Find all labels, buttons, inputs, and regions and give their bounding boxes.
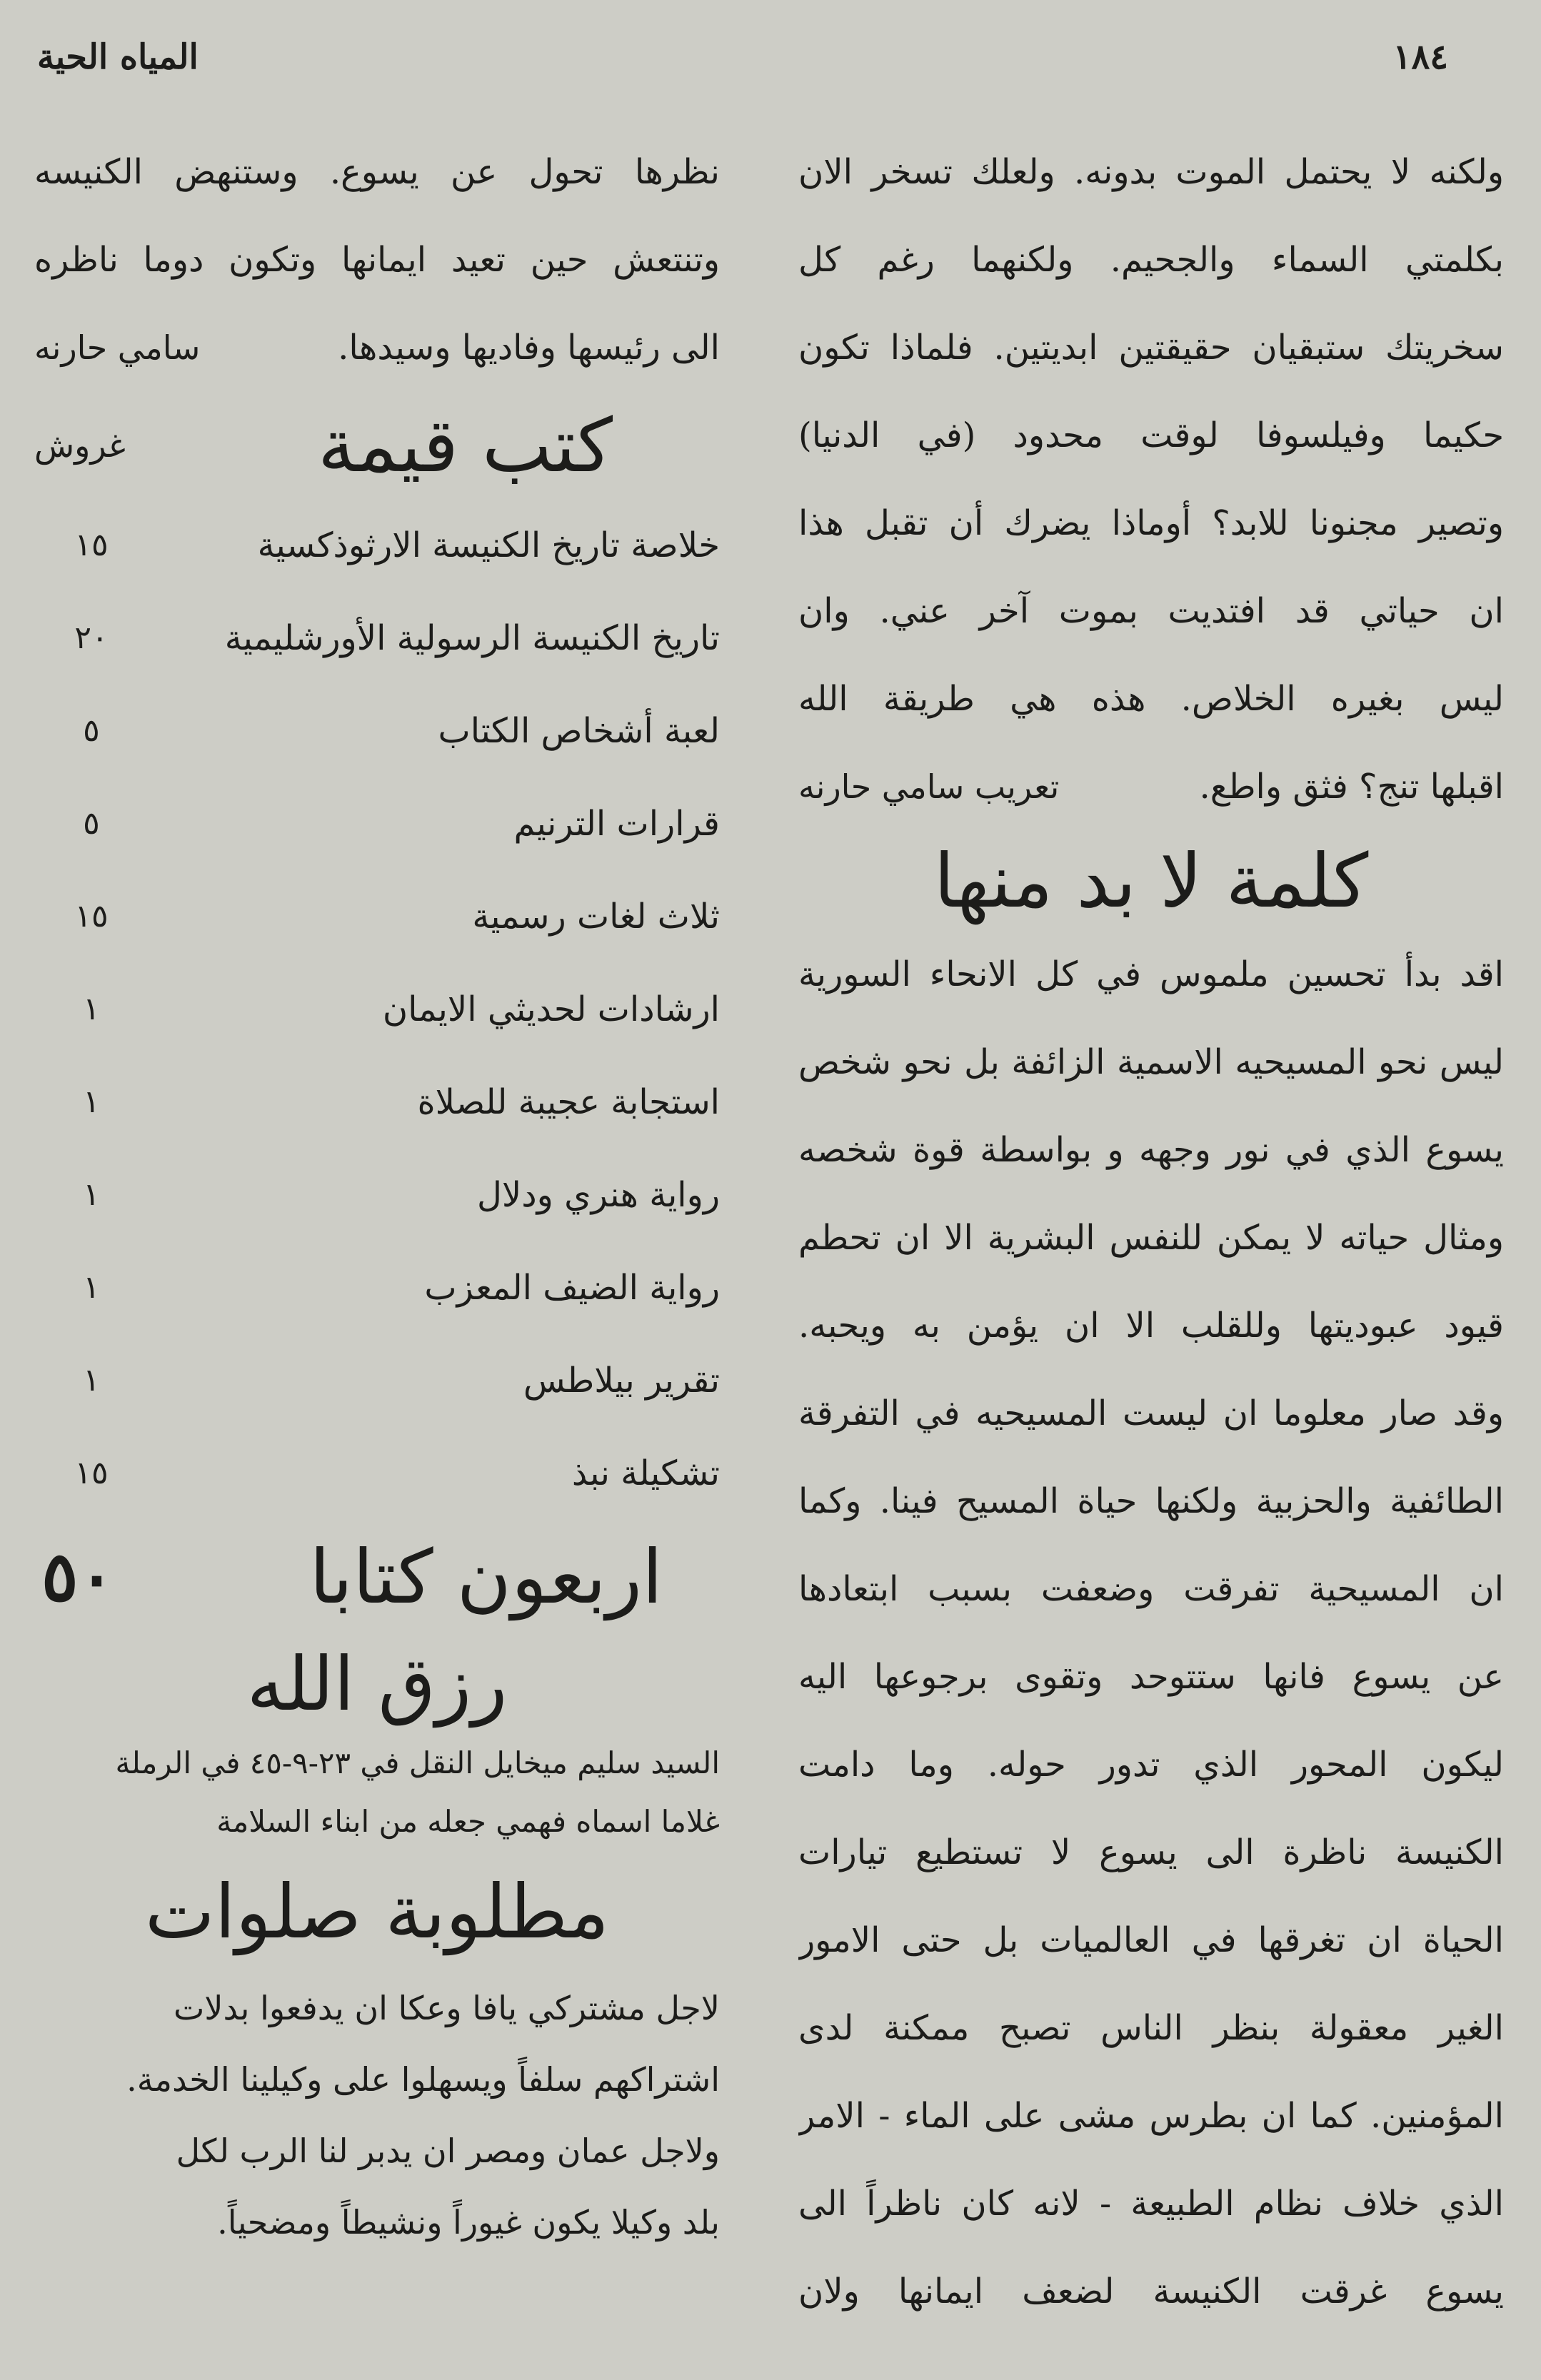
book-item bbox=[34, 1427, 720, 1520]
book-item bbox=[34, 1056, 720, 1149]
text-line-with-credit bbox=[798, 743, 1504, 831]
book-title: رواية هنري ودلال bbox=[477, 1175, 720, 1215]
book-title: رواية الضيف المعزب bbox=[424, 1268, 720, 1308]
book-item bbox=[34, 1149, 720, 1241]
article-title: كلمة لا بد منها bbox=[933, 837, 1369, 924]
text-line: سخريتك ستبقيان حقيقتين ابديتين. فلماذا تكون bbox=[798, 328, 1504, 368]
prayer-line: ولاجل عمان ومصر ان يدبر لنا الرب لكل bbox=[176, 2132, 720, 2170]
right-column bbox=[798, 128, 1504, 2336]
book-item bbox=[34, 963, 720, 1056]
birth-notice-line: غلاما اسماه فهمي جعله من ابناء السلامة bbox=[216, 1804, 720, 1839]
book-item bbox=[34, 685, 720, 777]
text-line: اقبلها تنج؟ فثق واطع. bbox=[1199, 767, 1504, 807]
book-item bbox=[34, 870, 720, 963]
article-line: المؤمنين. كما ان بطرس مشى على الماء - الامر bbox=[798, 2096, 1504, 2136]
translator-credit: تعريب سامي حارنه bbox=[798, 767, 1060, 806]
article-line: ليكون المحور الذي تدور حوله. وما دامت bbox=[798, 1745, 1504, 1785]
book-price: ٥ bbox=[83, 712, 100, 749]
left-column bbox=[34, 128, 720, 2258]
book-price: ١٥ bbox=[74, 527, 109, 563]
page-number: ١٨٤ bbox=[1392, 37, 1448, 77]
text-line: حكيما وفيلسوفا لوقت محدود (في الدنيا) bbox=[798, 415, 1504, 455]
book-title: تاريخ الكنيسة الرسولية الأورشليمية bbox=[224, 618, 720, 658]
author-signature: سامي حارنه bbox=[34, 328, 201, 367]
text-line: بكلمتي السماء والجحيم. ولكنهما رغم كل bbox=[798, 240, 1504, 280]
text-line: ولكنه لا يحتمل الموت بدونه. ولعلك تسخر الان bbox=[798, 152, 1504, 192]
article-line: يسوع غرقت الكنيسة لضعف ايمانها ولان bbox=[798, 2271, 1504, 2311]
article-line: الذي خلاف نظام الطبيعة - لانه كان ناظراً الى bbox=[798, 2184, 1504, 2224]
book-item bbox=[34, 499, 720, 592]
article-line: يسوع الذي في نور وجهه و بواسطة قوة شخصه bbox=[798, 1130, 1504, 1170]
article-line: قيود عبوديتها وللقلب الا ان يؤمن به ويحبه. bbox=[798, 1306, 1504, 1346]
book-title: تقرير بيلاطس bbox=[523, 1361, 720, 1401]
text-line-with-signature bbox=[34, 304, 720, 392]
books-title: كتب قيمة bbox=[317, 402, 613, 489]
book-price: ٥ bbox=[83, 805, 100, 842]
books-total bbox=[34, 1520, 720, 1634]
book-title: استجابة عجيبة للصلاة bbox=[417, 1082, 720, 1122]
book-item bbox=[34, 777, 720, 870]
running-title: المياه الحية bbox=[37, 37, 199, 77]
text-line: نظرها تحول عن يسوع. وستنهض الكنيسه bbox=[34, 152, 720, 192]
birth-notice-title: رزق الله bbox=[246, 1640, 508, 1728]
book-price: ١٥ bbox=[74, 898, 109, 934]
book-price: ١ bbox=[83, 1084, 100, 1120]
book-title: ثلاث لغات رسمية bbox=[472, 897, 720, 937]
article-line: عن يسوع فانها ستتوحد وتقوى برجوعها اليه bbox=[798, 1657, 1504, 1697]
book-price: ١ bbox=[83, 1176, 100, 1213]
book-title: خلاصة تاريخ الكنيسة الارثوذكسية bbox=[257, 525, 720, 565]
article-line: ان المسيحية تفرقت وضعفت بسبب ابتعادها bbox=[798, 1569, 1504, 1609]
book-title: تشكيلة نبذ bbox=[571, 1453, 720, 1493]
book-title: ارشادات لحديثي الايمان bbox=[382, 989, 720, 1029]
prayer-line: لاجل مشتركي يافا وعكا ان يدفعوا بدلات bbox=[173, 1989, 720, 2027]
prayer-line: بلد وكيلا يكون غيوراً ونشيطاً ومضحياً. bbox=[217, 2203, 720, 2242]
book-price: ١ bbox=[83, 1362, 100, 1398]
birth-notice-line: السيد سليم ميخايل النقل في ٢٣-٩-٤٥ في الرملة bbox=[115, 1745, 720, 1780]
prayer-line: اشتراكهم سلفاً ويسهلوا على وكيلينا الخدمة. bbox=[126, 2060, 720, 2099]
currency-unit: غروش bbox=[34, 426, 126, 465]
book-title: قرارات الترنيم bbox=[513, 804, 720, 844]
article-line: الطائفية والحزبية ولكنها حياة المسيح فينا. وكما bbox=[798, 1481, 1504, 1521]
article-line: وقد صار معلوما ان ليست المسيحيه في التفرقة bbox=[798, 1393, 1504, 1433]
article-line: ليس نحو المسيحيه الاسمية الزائفة بل نحو شخص bbox=[798, 1042, 1504, 1082]
book-item bbox=[34, 1241, 720, 1334]
text-line: وتصير مجنونا للابد؟ أوماذا يضرك أن تقبل هذا bbox=[798, 503, 1504, 543]
books-header bbox=[34, 392, 720, 499]
total-price: ٥٠ bbox=[41, 1536, 116, 1617]
book-price: ١ bbox=[83, 991, 100, 1027]
book-price: ٢٠ bbox=[74, 620, 109, 656]
prayers-title: مطلوبة صلوات bbox=[144, 1868, 610, 1955]
total-label: اربعون كتابا bbox=[309, 1533, 663, 1620]
book-price: ١ bbox=[83, 1269, 100, 1306]
article-line: الغير معقولة بنظر الناس تصبح ممكنة لدى bbox=[798, 2008, 1504, 2048]
book-price: ١٥ bbox=[74, 1455, 109, 1491]
article-line: الحياة ان تغرقها في العالميات بل حتى الامور bbox=[798, 1920, 1504, 1960]
article-line: الكنيسة ناظرة الى يسوع لا تستطيع تيارات bbox=[798, 1832, 1504, 1872]
text-line: ليس بغيره الخلاص. هذه هي طريقة الله bbox=[798, 679, 1504, 719]
article-line: اقد بدأ تحسين ملموس في كل الانحاء السورية bbox=[798, 954, 1504, 994]
book-title: لعبة أشخاص الكتاب bbox=[438, 711, 720, 751]
article-line: ومثال حياته لا يمكن للنفس البشرية الا ان تحطم bbox=[798, 1218, 1504, 1258]
text-line: ان حياتي قد افتديت بموت آخر عني. وان bbox=[798, 591, 1504, 631]
text-line: وتنتعش حين تعيد ايمانها وتكون دوما ناظره bbox=[34, 240, 720, 280]
book-item bbox=[34, 592, 720, 685]
text-line: الى رئيسها وفاديها وسيدها. bbox=[338, 328, 720, 368]
book-item bbox=[34, 1334, 720, 1427]
